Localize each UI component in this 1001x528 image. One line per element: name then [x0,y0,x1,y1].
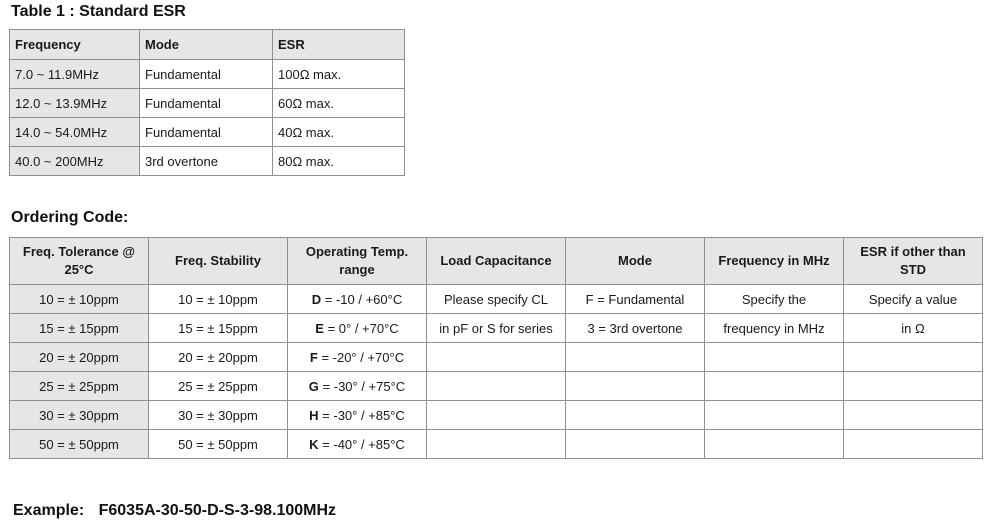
ordering-cell [10,314,149,343]
cell-text: Please specify CL [443,291,549,307]
ordering-cell [844,314,983,343]
esr-cell: Fundamental [140,89,273,118]
esr-cell: 7.0 ~ 11.9MHz [10,60,140,89]
cell-text: 10 = ± 10ppm [178,291,258,307]
ordering-cell [288,430,427,459]
esr-table [9,29,405,176]
table-row [10,314,983,343]
ordering-cell [705,343,844,372]
header-operating-temp: Operating Temp. range [288,238,427,285]
ordering-cell [149,343,288,372]
ordering-code-title: Ordering Code: [11,209,129,226]
cell-text: F = Fundamental [585,291,685,307]
ordering-cell [566,430,705,459]
ordering-cell [844,430,983,459]
cell-text: Specify the [741,291,807,307]
temp-code-letter: F [309,349,318,365]
cell-text: in pF or S for series [439,320,553,336]
ordering-cell [566,343,705,372]
ordering-cell [566,285,705,314]
ordering-cell [427,430,566,459]
esr-cell: 14.0 ~ 54.0MHz [10,118,140,147]
ordering-cell [10,401,149,430]
ordering-code-table [9,237,983,459]
cell-text: 20 = ± 20ppm [178,349,258,365]
ordering-cell [427,285,566,314]
cell-text: = -10 / +60°C [321,291,403,307]
ordering-cell [705,401,844,430]
cell-text: 30 = ± 30ppm [178,407,258,423]
ordering-cell [10,343,149,372]
cell-text: = -20° / +70°C [317,349,405,365]
temp-code-letter: D [311,291,322,307]
esr-cell: 12.0 ~ 13.9MHz [10,89,140,118]
ordering-cell [288,372,427,401]
table-row [10,372,983,401]
ordering-cell [427,343,566,372]
example-code: F6035A-30-50-D-S-3-98.100MHz [98,502,337,519]
cell-text: 50 = ± 50ppm [178,436,258,452]
ordering-cell [705,285,844,314]
ordering-cell [427,314,566,343]
ordering-cell [427,372,566,401]
ordering-cell [10,430,149,459]
table-row [10,60,405,89]
table-row [10,118,405,147]
cell-text: 30 = ± 30ppm [39,407,119,423]
esr-cell: 60Ω max. [273,89,405,118]
header-mode: Mode [566,238,705,285]
table-row [10,430,983,459]
header-esr-other: ESR if other than STD [844,238,983,285]
cell-text: 25 = ± 25ppm [178,378,258,394]
ordering-cell [844,343,983,372]
ordering-cell [844,401,983,430]
ordering-cell [844,372,983,401]
ordering-cell [10,372,149,401]
cell-text: = 0° / +70°C [323,320,399,336]
header-freq-tolerance: Freq. Tolerance @ 25°C [10,238,149,285]
esr-header-frequency: Frequency [10,30,140,60]
ordering-cell [288,401,427,430]
ordering-cell [566,372,705,401]
ordering-cell [10,285,149,314]
temp-code-letter: H [309,407,319,423]
esr-header-esr: ESR [273,30,405,60]
cell-text: 15 = ± 15ppm [39,320,119,336]
ordering-cell [427,401,566,430]
ordering-cell [149,314,288,343]
ordering-cell [705,430,844,459]
cell-text: = -30° / +75°C [318,378,406,394]
cell-text: frequency in MHz [723,320,825,336]
esr-cell: Fundamental [140,118,273,147]
example-line [13,502,336,520]
cell-text: 25 = ± 25ppm [39,378,119,394]
temp-code-letter: K [309,436,319,452]
example-label: Example: [13,502,85,519]
esr-cell: Fundamental [140,60,273,89]
esr-cell: 80Ω max. [273,147,405,176]
esr-cell: 3rd overtone [140,147,273,176]
esr-cell: 100Ω max. [273,60,405,89]
ordering-cell [844,285,983,314]
ordering-cell [705,372,844,401]
ordering-cell [149,285,288,314]
cell-text: 20 = ± 20ppm [39,349,119,365]
cell-text: in Ω [901,320,925,336]
header-frequency-mhz: Frequency in MHz [705,238,844,285]
esr-table-title: Table 1 : Standard ESR [11,3,186,20]
cell-text: 10 = ± 10ppm [39,291,119,307]
table-row [10,89,405,118]
ordering-cell [566,314,705,343]
ordering-header-row [10,238,983,285]
cell-text: 15 = ± 15ppm [178,320,258,336]
temp-code-letter: E [315,320,324,336]
temp-code-letter: G [308,378,319,394]
ordering-cell [149,372,288,401]
ordering-cell [288,314,427,343]
ordering-cell [705,314,844,343]
esr-cell: 40Ω max. [273,118,405,147]
table-row [10,401,983,430]
cell-text: = -40° / +85°C [318,436,405,452]
cell-text: Specify a value [868,291,958,307]
esr-header-mode: Mode [140,30,273,60]
esr-cell: 40.0 ~ 200MHz [10,147,140,176]
header-load-capacitance: Load Capacitance [427,238,566,285]
ordering-cell [288,343,427,372]
cell-text: = -30° / +85°C [318,407,405,423]
esr-header-row [10,30,405,60]
ordering-cell [288,285,427,314]
ordering-cell [149,430,288,459]
ordering-cell [566,401,705,430]
table-row [10,147,405,176]
ordering-cell [149,401,288,430]
table-row [10,343,983,372]
table-row [10,285,983,314]
cell-text: 3 = 3rd overtone [587,320,683,336]
header-freq-stability: Freq. Stability [149,238,288,285]
cell-text: 50 = ± 50ppm [39,436,119,452]
